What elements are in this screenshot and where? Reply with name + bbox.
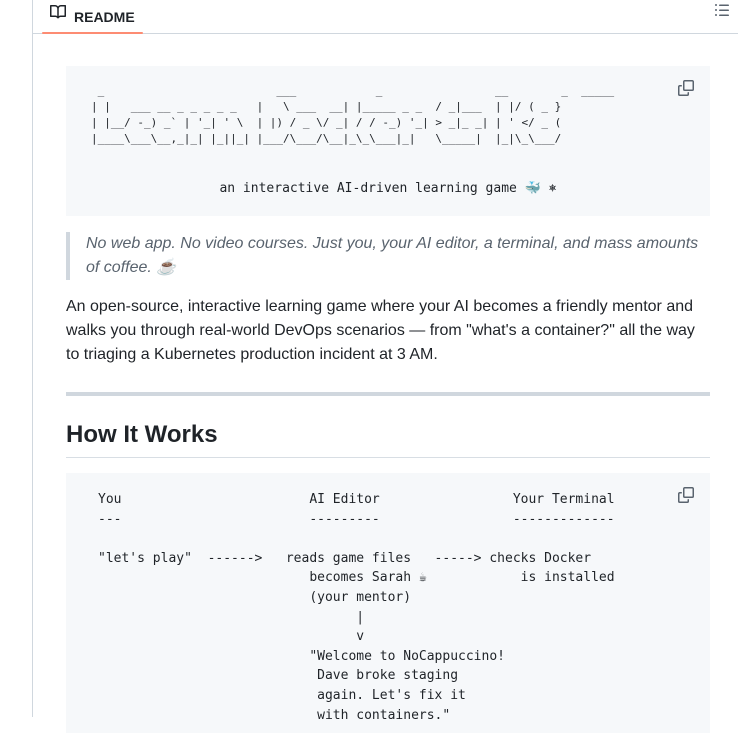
outline-button[interactable] xyxy=(714,2,730,18)
readme-tab[interactable] xyxy=(42,0,143,33)
how-it-works-code-block xyxy=(66,473,710,733)
blockquote-text: No web app. No video courses. Just you, your AI editor, a terminal, and mass amounts of coffee. ☕ xyxy=(86,235,699,276)
readme-content xyxy=(66,66,710,723)
intro-paragraph: An open-source, interactive learning game where your AI becomes a friendly mentor and walks you through real-world DevOps scenarios — from "what's a container?" all the way to triaging a Kubernetes production incident at 3 AM. xyxy=(66,298,695,363)
how-it-works-heading: How It Works xyxy=(66,416,710,458)
copy-banner-button[interactable] xyxy=(678,80,694,96)
list-unordered-icon xyxy=(714,5,730,22)
hero-tagline: an interactive AI-driven learning game 🐳 ⎈ xyxy=(219,181,557,196)
book-icon xyxy=(50,4,66,20)
hero-banner-block xyxy=(66,66,710,216)
copy-icon xyxy=(678,86,694,99)
intro-blockquote xyxy=(66,232,710,280)
ascii-art-banner: _ ___ _ __ _ _____ | | ___ __ _ _ _ _ _ | \ ___ __| |_____ _ _ / _|___ | |/ ( _ } | |__/ -_) _` | '_| ' \ | |) / _ \/ _| / / -_) '_| > _|_ _| | ' </ _ ( |____\___\__,_|_| |_||_| |___/\___/\__|_\_\___|_| \_____| |_|\_\___/ xyxy=(91,84,615,145)
copy-icon xyxy=(678,490,694,507)
section-divider xyxy=(66,392,710,396)
how-it-works-code: You AI Editor Your Terminal --- --------- ------------- "let's play" ------> reads game files -----> checks Docker becomes Sarah ☕ is installed (your mentor) | v "Welcome to NoCappuccino! Dave broke staging again. Let's fix it with containers." xyxy=(98,492,615,723)
readme-tab-label: README xyxy=(74,8,135,25)
readme-panel xyxy=(32,0,738,723)
readme-header xyxy=(33,0,738,34)
copy-code-button[interactable] xyxy=(678,487,694,503)
